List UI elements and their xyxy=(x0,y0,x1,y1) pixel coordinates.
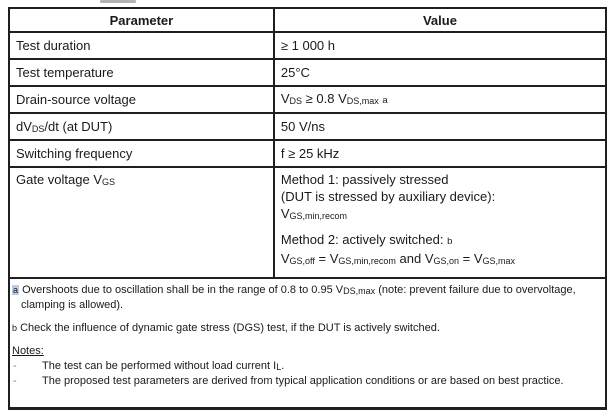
note-bullet-dash: - xyxy=(13,374,17,387)
table-row xyxy=(9,113,606,140)
param-drain-source-voltage: Drain-source voltage xyxy=(9,86,274,113)
method1-value xyxy=(281,205,600,222)
footnote-b-text: Check the influence of dynamic gate stress (DGS) test, if the DUT is actively switched. xyxy=(20,322,440,334)
footnote-ref-a: a xyxy=(382,95,388,106)
note-item xyxy=(12,374,590,389)
table-row xyxy=(9,59,606,86)
formula-text: = V xyxy=(459,251,483,266)
footnote-a-text-cont: (note: prevent failure due to overvoltage, clamping is allowed). xyxy=(21,284,576,311)
table-row xyxy=(9,86,606,113)
param-test-temperature: Test temperature xyxy=(9,59,274,86)
note-text-cont: . xyxy=(281,360,285,372)
note-item xyxy=(12,359,590,374)
param-gate-voltage xyxy=(9,167,274,278)
method1-line2: (DUT is stressed by auxiliary device): xyxy=(280,189,496,204)
formula-text: ≥ 0.8 V xyxy=(302,91,347,106)
param-dvds-dt xyxy=(9,113,274,140)
value-dvds-dt: 50 V/ns xyxy=(274,113,606,140)
subscript-text: GS,min,recom xyxy=(338,256,396,266)
footnote-a-marker: a xyxy=(13,285,19,295)
subscript-text: DS,max xyxy=(343,286,376,296)
footnote-ref-b: b xyxy=(447,236,453,247)
footnotes-cell xyxy=(9,278,606,409)
subscript-text: GS,min,recom xyxy=(289,211,348,221)
footnote-a-text: Overshoots due to oscillation shall be in the range of 0.8 to 0.95 V xyxy=(22,284,344,296)
subscript-text: DS xyxy=(289,96,303,106)
subscript-text: GS,off xyxy=(289,256,315,266)
table-row xyxy=(9,32,606,59)
footnote-b xyxy=(12,321,597,336)
method2-label: Method 2: actively switched: xyxy=(280,232,448,247)
footnote-b-marker: b xyxy=(12,323,18,333)
formula-text: Gate voltage V xyxy=(16,172,102,187)
formula-text: and V xyxy=(395,251,434,266)
subscript-text: DS,max xyxy=(346,96,379,106)
table-header-row xyxy=(9,8,606,32)
value-test-duration: ≥ 1 000 h xyxy=(274,32,606,59)
subscript-text: GS xyxy=(102,177,116,187)
table-footnotes-row xyxy=(9,278,606,409)
notes-heading: Notes: xyxy=(12,344,44,357)
scan-artifact xyxy=(100,0,136,3)
test-parameters-table xyxy=(8,7,607,410)
subscript-text: GS,max xyxy=(482,256,516,266)
value-gate-voltage xyxy=(274,167,606,278)
formula-text: V xyxy=(280,91,290,106)
note-bullet-dash: - xyxy=(13,360,17,372)
method2-value xyxy=(281,250,600,267)
param-test-duration: Test duration xyxy=(9,32,274,59)
value-test-temperature: 25°C xyxy=(274,59,606,86)
formula-text: dV xyxy=(16,119,32,134)
note-text: The test can be performed without load current I xyxy=(42,360,277,372)
note-text: The proposed test parameters are derived from typical application conditions or are based on best practice. xyxy=(42,374,564,387)
method1-line1: Method 1: passively stressed xyxy=(280,172,449,187)
param-switching-frequency: Switching frequency xyxy=(9,140,274,167)
table-row-gate-voltage xyxy=(9,167,606,278)
formula-text: V xyxy=(280,251,290,266)
subscript-text: GS,on xyxy=(433,256,460,266)
formula-text: /dt (at DUT) xyxy=(44,119,113,134)
method2-line1 xyxy=(281,231,600,250)
value-drain-source-voltage xyxy=(274,86,606,113)
table-row xyxy=(9,140,606,167)
formula-text: V xyxy=(280,206,290,221)
column-header-value: Value xyxy=(274,8,606,32)
column-header-parameter: Parameter xyxy=(9,8,274,32)
subscript-text: L xyxy=(276,362,282,372)
footnote-a xyxy=(12,283,597,312)
subscript-text: DS xyxy=(31,124,45,134)
value-switching-frequency: f ≥ 25 kHz xyxy=(274,140,606,167)
formula-text: = V xyxy=(314,251,339,266)
